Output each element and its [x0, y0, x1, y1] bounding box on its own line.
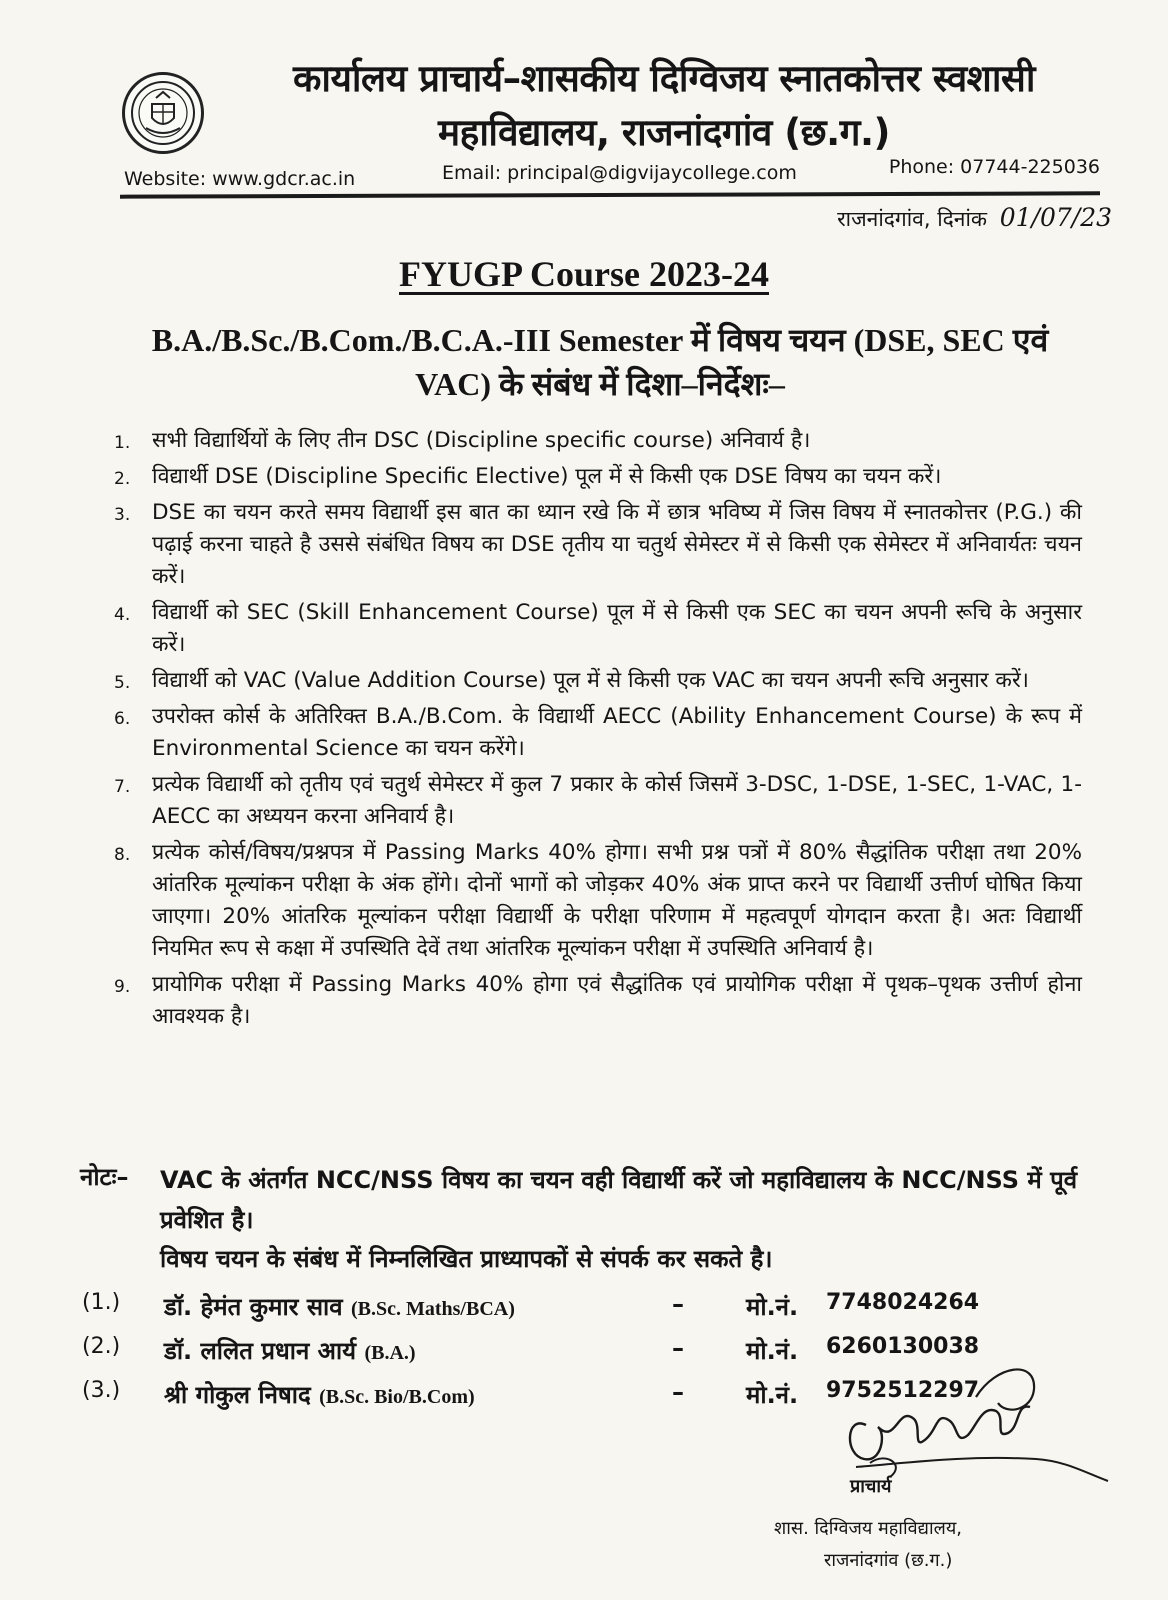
instruction-text: प्रत्येक कोर्स/विषय/प्रश्नपत्र में Passing Marks 40% होगा। सभी प्रश्न पत्रों में 80% सैद्धांतिक परीक्षा तथा 20% आंतरिक मूल्यांकन परीक्षा के अंक होंगे। दोनों भागों को जोड़कर 40% अंक प्राप्त करने पर विद्यार्थी उत्तीर्ण घोषित किया जाएगा। 20% आंतरिक मूल्यांकन परीक्षा विद्यार्थी के परीक्षा परिणाम में महत्वपूर्ण योगदान करता है। अतः विद्यार्थी नियमित रूप से कक्षा में उपस्थिति देवें तथा आंतरिक मूल्यांकन परीक्षा में उपस्थिति अनिवार्य है।: [152, 840, 1082, 961]
contact-row-1: [82, 1290, 982, 1334]
contact-dash: –: [672, 1378, 684, 1406]
instruction-number: 8.: [114, 845, 131, 865]
contact-name-group: [164, 1290, 515, 1323]
instruction-item: [114, 461, 1082, 493]
mobile-label: मो.नं.: [746, 1381, 799, 1409]
instruction-item: [114, 497, 1082, 593]
instruction-item: [114, 425, 1082, 457]
note-label: नोटः–: [80, 1163, 129, 1191]
instruction-text: विद्यार्थी को SEC (Skill Enhancement Course) पूल में से किसी एक SEC का चयन अपनी रूचि के अनुसार करें।: [152, 600, 1082, 657]
contact-name-group: [164, 1378, 475, 1411]
mobile-label: मो.नं.: [746, 1293, 799, 1321]
handwritten-signature: [826, 1355, 1126, 1490]
signatory-institution: शास. दिग्विजय महाविद्यालय,: [774, 1518, 962, 1539]
course-title: [0, 253, 1168, 295]
contact-dash: –: [672, 1334, 684, 1362]
instruction-number: 3.: [114, 505, 131, 525]
course-title-text: FYUGP Course 2023-24: [399, 254, 769, 294]
subject-heading: B.A./B.Sc./B.Com./B.C.A.-III Semester में विषय चयन (DSE, SEC एवं VAC) के संबंध में दिशा–निर्देशः–: [151, 322, 1049, 402]
date-line: [837, 203, 1112, 233]
instruction-item: [114, 597, 1082, 661]
office-title-line1: कार्यालय प्राचार्य–शासकीय दिग्विजय स्नातकोत्तर स्वशासी: [292, 57, 1036, 100]
office-title: [214, 52, 1114, 160]
instruction-item: [114, 769, 1082, 833]
contact-name-group: [164, 1334, 416, 1367]
note-text: VAC के अंतर्गत NCC/NSS विषय का चयन वही विद्यार्थी करें जो महाविद्यालय के NCC/NSS में पूर्व प्रवेशित है।: [160, 1166, 1078, 1234]
instruction-text: प्रत्येक विद्यार्थी को तृतीय एवं चतुर्थ सेमेस्टर में कुल 7 प्रकार के कोर्स जिसमें 3-DSC, 1-DSE, 1-SEC, 1-VAC, 1-AECC का अध्ययन करना अनिवार्य है।: [152, 772, 1082, 829]
instruction-text: विद्यार्थी को VAC (Value Addition Course) पूल में से किसी एक VAC का चयन अपनी रूचि अनुसार करें।: [152, 668, 1029, 693]
contact-dept: (B.Sc. Bio/B.Com): [319, 1386, 475, 1408]
date-label: राजनांदगांव, दिनांक: [837, 207, 988, 231]
mobile-label: मो.नं.: [746, 1337, 799, 1365]
contact-name: डॉ. ललित प्रधान आर्य: [164, 1337, 357, 1365]
mobile-number: 6260130038: [826, 1334, 980, 1359]
instruction-number: 4.: [114, 605, 131, 625]
contact-index: (2.): [82, 1334, 121, 1359]
instruction-number: 7.: [114, 777, 131, 797]
contact-dept: (B.A.): [364, 1342, 416, 1364]
contact-name: श्री गोकुल निषाद: [164, 1381, 311, 1409]
contact-dash: –: [672, 1290, 684, 1318]
college-seal-icon: [122, 72, 204, 154]
instruction-number: 2.: [114, 469, 131, 489]
website-text: Website: www.gdcr.ac.in: [124, 168, 356, 190]
instruction-text: सभी विद्यार्थियों के लिए तीन DSC (Discipline specific course) अनिवार्य है।: [152, 428, 811, 453]
instruction-item: [114, 701, 1082, 765]
signatory-role: प्राचार्य: [850, 1476, 892, 1497]
instruction-number: 6.: [114, 709, 131, 729]
instruction-number: 1.: [114, 433, 131, 453]
instruction-text: उपरोक्त कोर्स के अतिरिक्त B.A./B.Com. के विद्यार्थी AECC (Ability Enhancement Course) के रूप में Environmental Science का चयन करेंगे।: [152, 704, 1082, 761]
contact-index: (1.): [82, 1290, 121, 1315]
instruction-number: 9.: [114, 977, 131, 997]
office-title-line2: महाविद्यालय, राजनांदगांव (छ.ग.): [438, 111, 890, 154]
signatory-city: राजनांदगांव (छ.ग.): [824, 1550, 953, 1571]
mobile-number: 7748024264: [826, 1290, 980, 1315]
instruction-number: 5.: [114, 673, 131, 693]
contact-dept: (B.Sc. Maths/BCA): [350, 1298, 515, 1320]
instruction-item: [114, 837, 1082, 965]
header-divider: [120, 191, 1100, 198]
instruction-text: विद्यार्थी DSE (Discipline Specific Elective) पूल में से किसी एक DSE विषय का चयन करें।: [152, 464, 942, 489]
contact-index: (3.): [82, 1378, 121, 1403]
phone-text: Phone: 07744-225036: [888, 156, 1100, 178]
mobile-number: 9752512297: [826, 1378, 980, 1403]
contact-row: [124, 158, 1100, 188]
contact-name: डॉ. हेमंत कुमार साव: [164, 1293, 343, 1321]
date-value: 01/07/23: [999, 203, 1112, 232]
instruction-item: [114, 969, 1082, 1033]
instruction-item: [114, 665, 1082, 697]
instruction-list: [114, 425, 1082, 1037]
instruction-text: DSE का चयन करते समय विद्यार्थी इस बात का ध्यान रखे कि में छात्र भविष्य में जिस विषय में स्नातकोत्तर (P.G.) की पढ़ाई करना चाहते है उससे संबंधित विषय का DSE तृतीय या चतुर्थ सेमेस्टर में से किसी एक सेमेस्टर में अनिवार्यतः चयन करें।: [152, 500, 1082, 589]
email-text: Email: principal@digvijaycollege.com: [442, 162, 797, 184]
instruction-text: प्रायोगिक परीक्षा में Passing Marks 40% होगा एवं सैद्धांतिक एवं प्रायोगिक परीक्षा में पृथक–पृथक उत्तीर्ण होना आवश्यक है।: [152, 972, 1082, 1029]
note-contact-line: विषय चयन के संबंध में निम्नलिखित प्राध्यापकों से संपर्क कर सकते है।: [160, 1245, 773, 1273]
